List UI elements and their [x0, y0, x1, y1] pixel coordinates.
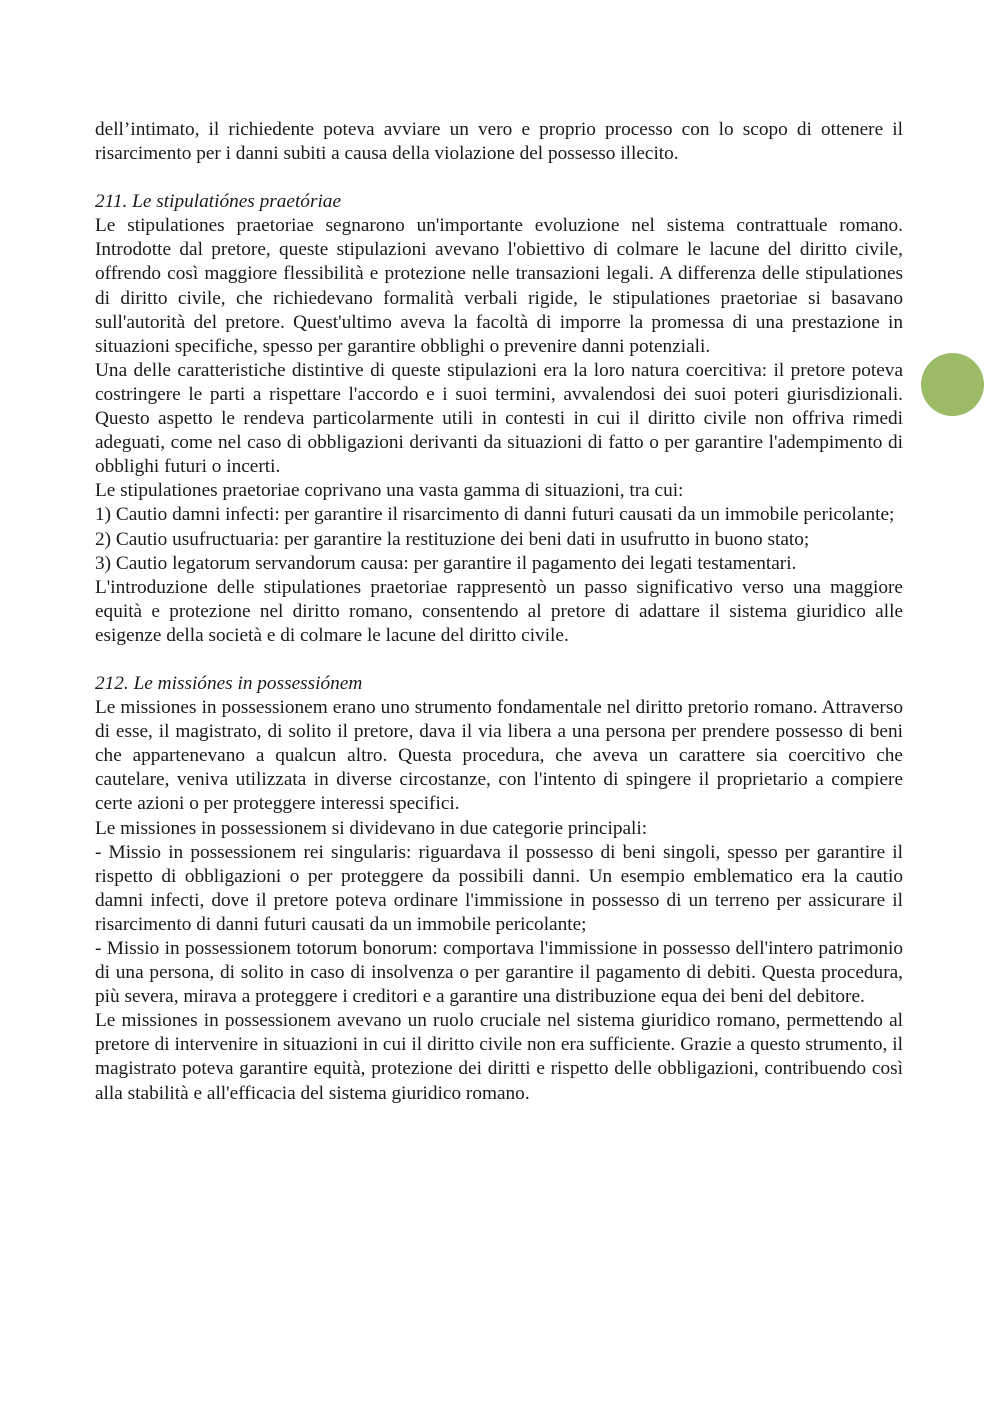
section-211-list-item-1: 1) Cautio damni infecti: per garantire il risarcimento di danni futuri causati da un immobile pericolante;: [95, 504, 895, 526]
section-spacer: [95, 648, 903, 672]
section-211-list-item-3: 3) Cautio legatorum servandorum causa: per garantire il pagamento dei legati testamentari.: [95, 552, 797, 574]
section-211-paragraph-1: Le stipulationes praetoriae segnarono un'importante evoluzione nel sistema contrattuale romano. Introdotte dal pretore, queste stipulazioni avevano l'obiettivo di colmare le lacune del diritto civile, offrendo così maggiore flessibilità e protezione nelle transazioni legali. A differenza delle stipulationes di diritto civile, che richiedevano formalità verbali rigide, le stipulationes praetoriae si basavano sull'autorità del pretore. Quest'ultimo aveva la facoltà di imporre la promessa di una prestazione in situazioni specifiche, spesso per garantire obblighi o prevenire danni potenziali.: [95, 215, 903, 357]
section-212: [95, 672, 903, 1106]
section-212-paragraph-2: Le missiones in possessionem si dividevano in due categorie principali:: [95, 817, 648, 839]
intro-paragraph: dell’intimato, il richiedente poteva avviare un vero e proprio processo con lo scopo di ottenere il risarcimento per i danni subiti a causa della violazione del possesso illecito.: [95, 119, 903, 165]
section-211-paragraph-4: L'introduzione delle stipulationes praetoriae rappresentò un passo significativo verso una maggiore equità e protezione nel diritto romano, consentendo al pretore di adattare il sistema giuridico alle esigenze della società e di colmare le lacune del diritto civile.: [95, 576, 903, 646]
page-tab-marker: [921, 353, 984, 416]
section-211: [95, 190, 903, 648]
document-body: [95, 118, 903, 1106]
section-212-list-item-1: - Missio in possessionem rei singularis: riguardava il possesso di beni singoli, spesso per garantire il rispetto di obbligazioni o per proteggere da possibili danni. Un esempio emblematico era la cautio damni infecti, dove il pretore poteva ordinare l'immissione in possesso di un terreno per assicurare il risarcimento di danni futuri causati da un immobile pericolante;: [95, 841, 903, 935]
section-spacer: [95, 166, 903, 190]
section-211-list-item-2: 2) Cautio usufructuaria: per garantire la restituzione dei beni dati in usufrutto in buono stato;: [95, 528, 810, 550]
section-211-paragraph-2: Una delle caratteristiche distintive di queste stipulazioni era la loro natura coercitiva: il pretore poteva costringere le parti a rispettare l'accordo e i suoi termini, avvalendosi dei suoi poteri giurisdizionali. Questo aspetto le rendeva particolarmente utili in contesti in cui il diritto civile non offriva rimedi adeguati, come nel caso di obbligazioni derivanti da situazioni di fatto o per garantire l'adempimento di obblighi futuri o incerti.: [95, 359, 903, 478]
section-212-paragraph-1: Le missiones in possessionem erano uno strumento fondamentale nel diritto pretorio romano. Attraverso di esse, il magistrato, di solito il pretore, dava il via libera a una persona per prendere possesso di beni che appartenevano a qualcun altro. Questa procedura, che aveva un carattere sia coercitivo che cautelare, veniva utilizzata in diverse circostanze, con l'intento di spingere il proprietario a compiere certe azioni o per proteggere interessi specifici.: [95, 697, 903, 815]
section-212-heading: 212. Le missiónes in possessiónem: [95, 672, 363, 694]
section-211-heading: 211. Le stipulatiónes praetóriae: [95, 191, 342, 213]
section-211-paragraph-3: Le stipulationes praetoriae coprivano una vasta gamma di situazioni, tra cui:: [95, 480, 684, 502]
section-212-list-item-2: - Missio in possessionem totorum bonorum: comportava l'immissione in possesso dell'intero patrimonio di una persona, di solito in caso di insolvenza o per garantire il pagamento di debiti. Questa procedura, più severa, mirava a proteggere i creditori e a garantire una distribuzione equa dei beni del debitore.: [95, 938, 903, 1008]
section-212-paragraph-3: Le missiones in possessionem avevano un ruolo cruciale nel sistema giuridico romano, permettendo al pretore di intervenire in situazioni in cui il diritto civile non era sufficiente. Grazie a questo strumento, il magistrato poteva garantire equità, protezione dei diritti e rispetto delle obbligazioni, contribuendo così alla stabilità e all'efficacia del sistema giuridico romano.: [95, 1010, 903, 1104]
